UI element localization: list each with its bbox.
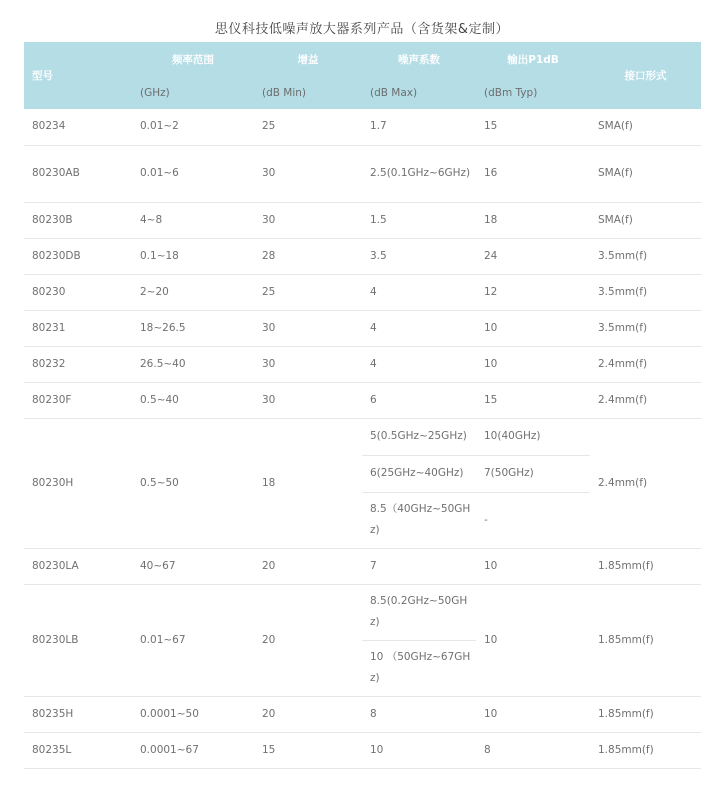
cell-frequency: 0.01~67 [132, 584, 254, 696]
header-noise-figure-unit: (dB Max) [362, 76, 476, 109]
cell-p1db: 10 [476, 310, 590, 346]
cell-connector: 1.85mm(f) [590, 696, 701, 732]
cell-model: 80232 [24, 346, 132, 382]
cell-noise-figure: 1.7 [362, 109, 476, 145]
cell-p1db: 12 [476, 274, 590, 310]
header-frequency-unit: (GHz) [132, 76, 254, 109]
table-row [24, 202, 701, 238]
cell-connector: 2.4mm(f) [590, 418, 701, 548]
cell-gain: 25 [254, 274, 362, 310]
cell-p1db: - [476, 492, 590, 548]
cell-noise-figure: 4 [362, 310, 476, 346]
cell-p1db: 10 [476, 346, 590, 382]
cell-noise-figure: 8.5（40GHz~50GHz) [362, 492, 476, 548]
cell-noise-figure: 4 [362, 346, 476, 382]
cell-gain: 20 [254, 548, 362, 584]
cell-frequency: 26.5~40 [132, 346, 254, 382]
cell-model: 80235H [24, 696, 132, 732]
cell-frequency: 0.0001~50 [132, 696, 254, 732]
cell-connector: 3.5mm(f) [590, 238, 701, 274]
cell-gain: 28 [254, 238, 362, 274]
cell-connector: SMA(f) [590, 202, 701, 238]
cell-p1db: 15 [476, 382, 590, 418]
cell-model: 80230B [24, 202, 132, 238]
cell-frequency: 40~67 [132, 548, 254, 584]
cell-frequency: 0.01~6 [132, 145, 254, 202]
table-row [24, 584, 701, 640]
cell-frequency: 0.0001~67 [132, 732, 254, 768]
cell-noise-figure: 1.5 [362, 202, 476, 238]
cell-gain: 25 [254, 109, 362, 145]
cell-model: 80230AB [24, 145, 132, 202]
cell-model: 80230LB [24, 584, 132, 696]
cell-model: 80230F [24, 382, 132, 418]
cell-connector: SMA(f) [590, 109, 701, 145]
cell-p1db: 7(50GHz) [476, 455, 590, 492]
cell-p1db: 8 [476, 732, 590, 768]
cell-frequency: 0.01~2 [132, 109, 254, 145]
cell-model: 80234 [24, 109, 132, 145]
cell-noise-figure: 8.5(0.2GHz~50GHz) [362, 584, 476, 640]
cell-noise-figure: 6(25GHz~40GHz) [362, 455, 476, 492]
header-p1db-unit: (dBm Typ) [476, 76, 590, 109]
cell-p1db: 10 [476, 548, 590, 584]
cell-gain: 30 [254, 382, 362, 418]
cell-connector: 2.4mm(f) [590, 346, 701, 382]
cell-gain: 18 [254, 418, 362, 548]
cell-noise-figure: 4 [362, 274, 476, 310]
cell-noise-figure: 10 （50GHz~67GHz) [362, 640, 476, 696]
header-output-p1db: 输出P1dB [476, 42, 590, 76]
table-header [24, 42, 701, 109]
table-body [24, 109, 701, 768]
cell-p1db: 15 [476, 109, 590, 145]
header-gain: 增益 [254, 42, 362, 76]
cell-noise-figure: 10 [362, 732, 476, 768]
cell-noise-figure: 3.5 [362, 238, 476, 274]
table-row [24, 418, 701, 455]
table-row [24, 310, 701, 346]
cell-p1db: 10 [476, 584, 590, 696]
cell-noise-figure: 6 [362, 382, 476, 418]
header-connector: 接口形式 [590, 42, 701, 109]
cell-noise-figure: 8 [362, 696, 476, 732]
table-row [24, 109, 701, 145]
header-frequency-range: 频率范围 [132, 42, 254, 76]
cell-model: 80230DB [24, 238, 132, 274]
cell-frequency: 0.5~50 [132, 418, 254, 548]
cell-gain: 15 [254, 732, 362, 768]
cell-connector: SMA(f) [590, 145, 701, 202]
cell-model: 80230LA [24, 548, 132, 584]
cell-p1db: 16 [476, 145, 590, 202]
cell-model: 80231 [24, 310, 132, 346]
cell-p1db: 10 [476, 696, 590, 732]
cell-gain: 30 [254, 202, 362, 238]
cell-connector: 1.85mm(f) [590, 584, 701, 696]
cell-gain: 30 [254, 145, 362, 202]
table-row [24, 274, 701, 310]
cell-connector: 2.4mm(f) [590, 382, 701, 418]
cell-p1db: 10(40GHz) [476, 418, 590, 455]
cell-model: 80230 [24, 274, 132, 310]
table-row [24, 238, 701, 274]
cell-p1db: 24 [476, 238, 590, 274]
cell-frequency: 4~8 [132, 202, 254, 238]
cell-connector: 3.5mm(f) [590, 274, 701, 310]
cell-noise-figure: 7 [362, 548, 476, 584]
cell-noise-figure: 5(0.5GHz~25GHz) [362, 418, 476, 455]
cell-frequency: 0.5~40 [132, 382, 254, 418]
cell-p1db: 18 [476, 202, 590, 238]
cell-model: 80230H [24, 418, 132, 548]
cell-gain: 20 [254, 584, 362, 696]
table-row [24, 382, 701, 418]
cell-frequency: 2~20 [132, 274, 254, 310]
page-title: 思仪科技低噪声放大器系列产品（含货架&定制） [214, 22, 510, 37]
cell-gain: 30 [254, 310, 362, 346]
cell-model: 80235L [24, 732, 132, 768]
table-row [24, 346, 701, 382]
cell-connector: 3.5mm(f) [590, 310, 701, 346]
cell-gain: 20 [254, 696, 362, 732]
table-row [24, 548, 701, 584]
table-row [24, 696, 701, 732]
table-row [24, 732, 701, 768]
header-model: 型号 [24, 42, 132, 109]
cell-connector: 1.85mm(f) [590, 732, 701, 768]
cell-frequency: 18~26.5 [132, 310, 254, 346]
cell-connector: 1.85mm(f) [590, 548, 701, 584]
cell-gain: 30 [254, 346, 362, 382]
product-spec-table [24, 42, 701, 769]
header-noise-figure: 噪声系数 [362, 42, 476, 76]
table-row [24, 145, 701, 202]
cell-noise-figure: 2.5(0.1GHz~6GHz) [362, 145, 476, 202]
cell-frequency: 0.1~18 [132, 238, 254, 274]
header-gain-unit: (dB Min) [254, 76, 362, 109]
